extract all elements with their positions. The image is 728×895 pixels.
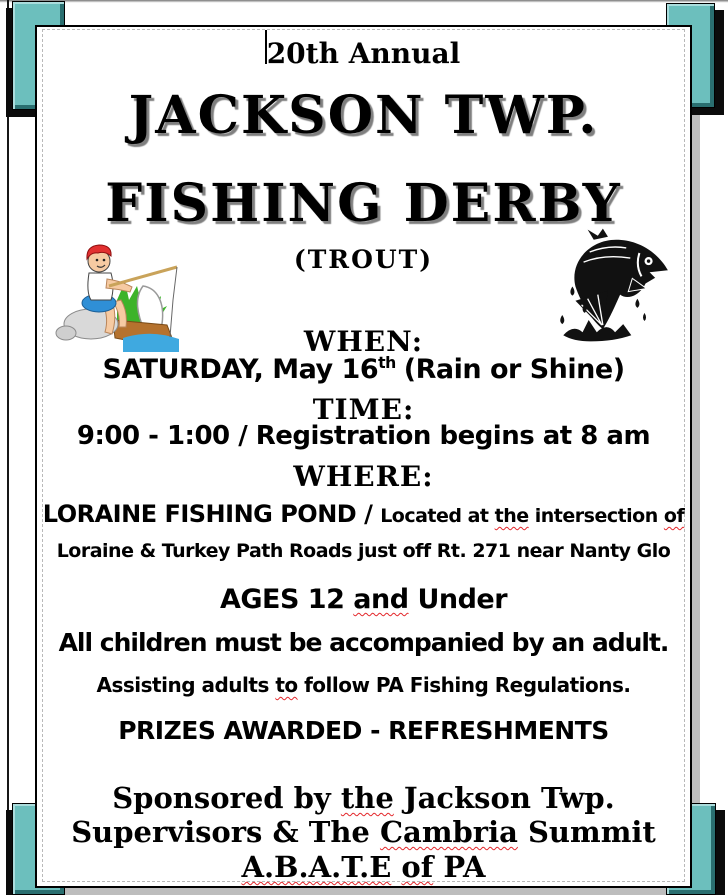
when-value <box>37 354 690 385</box>
children-rule-line: All children must be accompanied by an adult. <box>58 628 669 657</box>
when-date: SATURDAY, May 16 <box>102 354 379 385</box>
window-left-edge <box>7 0 9 895</box>
when-label: WHEN: <box>303 325 424 358</box>
misspelled-and: and <box>353 584 409 615</box>
dorsal-fin <box>588 229 608 240</box>
annual-heading: 20th Annual <box>266 37 461 70</box>
sponsor-line-3 <box>37 851 690 884</box>
where-label: WHERE: <box>293 460 434 493</box>
fishing-rod <box>109 267 177 286</box>
sponsor1-post: Jackson Twp. <box>393 781 615 815</box>
assisting-adults-line <box>37 674 690 697</box>
where-value-line-1 <box>37 501 690 529</box>
sponsor1-pre: Sponsored by <box>112 781 341 815</box>
text-boundary <box>42 29 685 882</box>
misspelled-of-2: of <box>401 850 434 884</box>
misspelled-abate: A.B.A.T.E <box>241 850 392 884</box>
flyer-page[interactable] <box>35 25 692 888</box>
misspelled-of: of <box>663 505 685 527</box>
time-label: TIME: <box>312 393 415 426</box>
rain-or-shine: (Rain or Shine) <box>403 354 625 385</box>
assist-pre: Assisting adults <box>96 673 276 697</box>
eye-pupil <box>647 259 650 262</box>
where-value-line-2: Loraine & Turkey Path Roads just off Rt. 271 near Nanty Glo <box>56 540 671 562</box>
misspelled-to: to <box>275 673 298 697</box>
assist-post: follow PA Fishing Regulations. <box>297 673 631 697</box>
ages-line <box>37 584 690 615</box>
prizes-line: PRIZES AWARDED - REFRESHMENTS <box>118 716 609 745</box>
pond-name: LORAINE FISHING POND / <box>42 500 381 528</box>
title-line-1: JACKSON TWP. <box>128 85 599 146</box>
location-pre: Located at <box>380 505 495 527</box>
sponsor-line-2 <box>37 816 690 849</box>
sponsor-line-1 <box>37 782 690 815</box>
sponsor3-post: PA <box>433 850 486 884</box>
sponsor3-space <box>391 850 401 884</box>
eye-right <box>103 259 106 262</box>
sponsor2-pre: Supervisors & The <box>71 815 380 849</box>
misspelled-the-2: the <box>340 781 394 815</box>
ages-pre: AGES 12 <box>219 584 354 615</box>
window-top-divider <box>0 0 728 3</box>
fish-body <box>574 240 667 329</box>
misspelled-the: the <box>494 505 529 527</box>
ages-post: Under <box>408 584 508 615</box>
subtitle-trout: (TROUT) <box>293 245 434 274</box>
time-value: 9:00 - 1:00 / Registration begins at 8 am <box>76 421 651 451</box>
eye-left <box>96 259 99 262</box>
sponsor2-post: Summit <box>517 815 656 849</box>
title-line-2: FISHING DERBY <box>105 173 622 234</box>
misspelled-cambria: Cambria <box>379 815 518 849</box>
when-date-ordinal: th <box>378 353 396 372</box>
location-mid: intersection <box>528 505 664 527</box>
